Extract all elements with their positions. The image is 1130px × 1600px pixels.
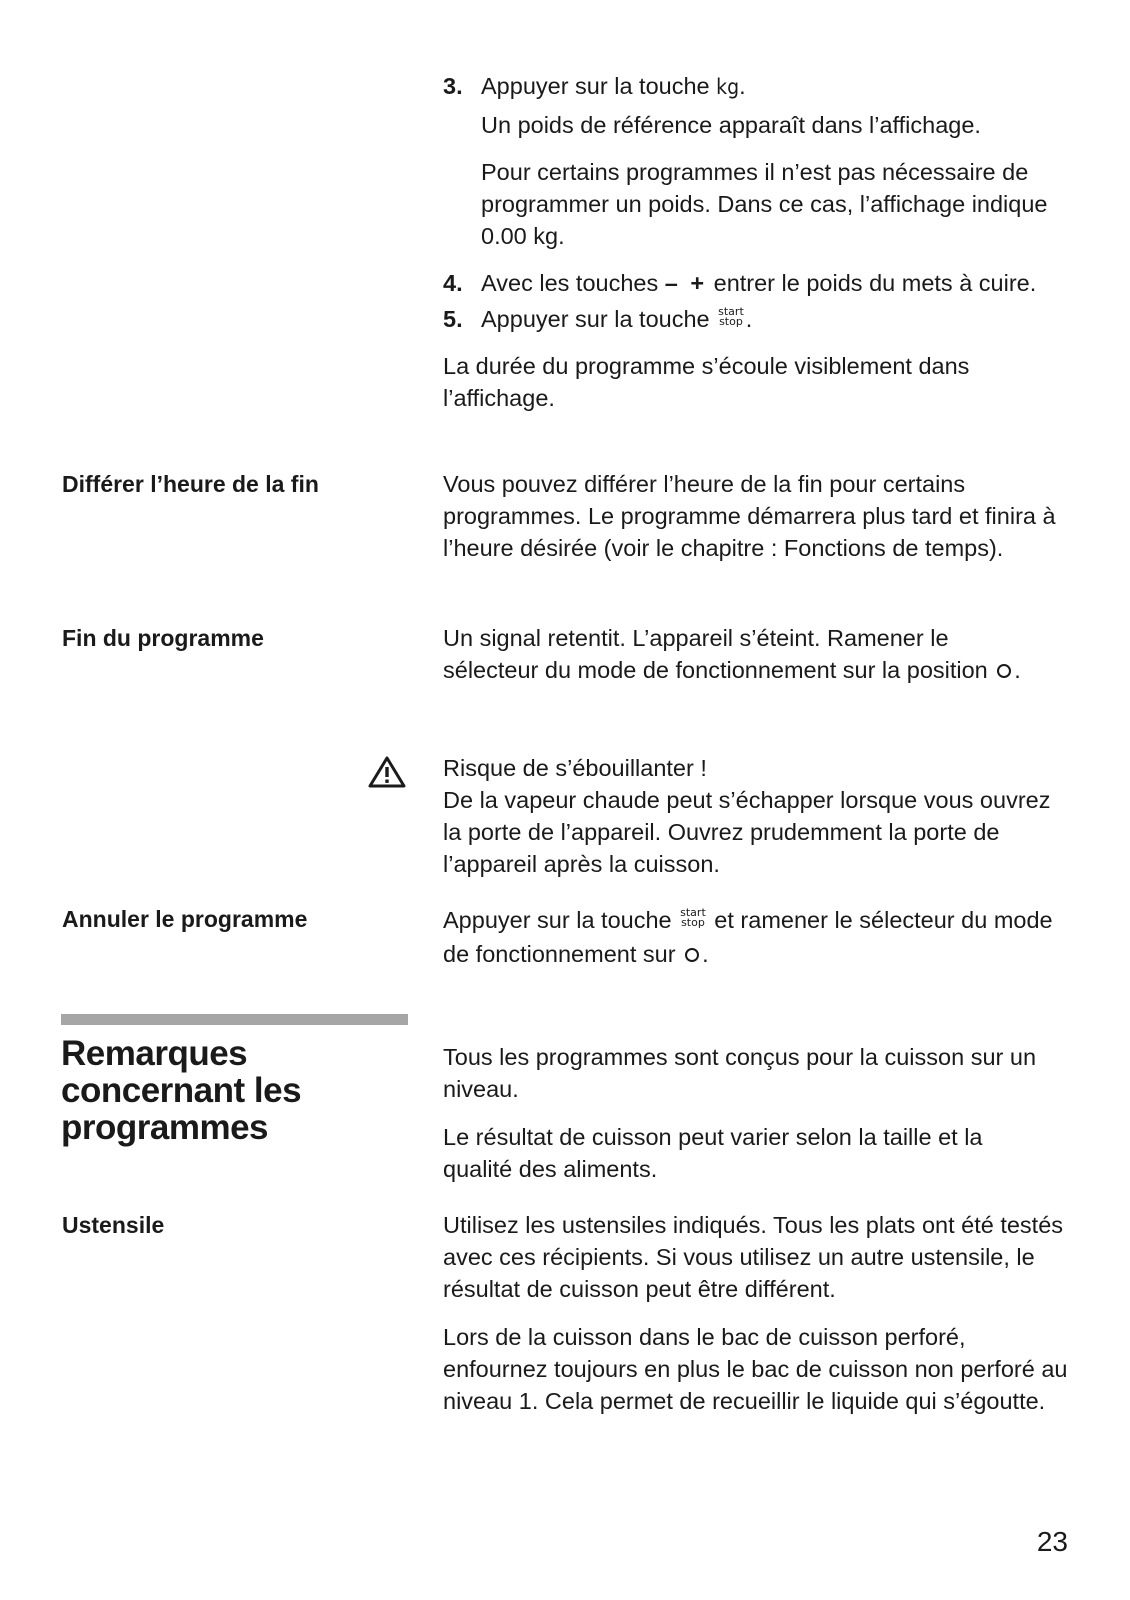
heading-line-1: Remarques (61, 1034, 248, 1073)
step-5-text: Appuyer sur la touche (481, 306, 717, 332)
step-4-text-after: entrer le poids du mets à cuire. (707, 270, 1037, 296)
stop-label: stop (719, 314, 743, 328)
program-duration-note: La durée du programme s’écoule visiblement dans l’affichage. (443, 353, 970, 411)
fin-label: Fin du programme (62, 625, 264, 651)
step-text (481, 70, 746, 103)
remarques-block (443, 1041, 1043, 1185)
section-heading (61, 1035, 301, 1146)
step-3-note-1: Un poids de référence apparaît dans l’affichage. (481, 112, 981, 138)
kg-key-symbol: kg (716, 75, 740, 99)
remarques-p2: Le résultat de cuisson peut varier selon la taille et la qualité des aliments. (443, 1124, 983, 1182)
start-label: start (718, 304, 744, 318)
fin-punct: . (1014, 657, 1021, 683)
differer-text: Vous pouvez différer l’heure de la fin pour certains programmes. Le programme démarrera plus tard et finira à l’heure désirée (voir le chapitre : Fonctions de temps). (443, 471, 1056, 561)
start-label: start (680, 905, 706, 919)
off-position-icon (685, 948, 699, 962)
step-3-note-2: Pour certains programmes il n’est pas nécessaire de programmer un poids. Dans ce cas, l’affichage indique 0.00 kg. (481, 159, 1048, 249)
ustensile-p1: Utilisez les ustensiles indiqués. Tous les plats ont été testés avec ces récipients. Si vous utilisez un autre ustensile, le résultat de cuisson peut être différent. (443, 1212, 1064, 1302)
off-position-icon (997, 664, 1011, 678)
warning-triangle-icon (368, 755, 406, 789)
warning-title: Risque de s’ébouillanter ! (443, 755, 707, 781)
warning-text: De la vapeur chaude peut s’échapper lorsque vous ouvrez la porte de l’appareil. Ouvrez prudemment la porte de l’appareil après la cuisson. (443, 787, 1051, 877)
step-number: 4. (443, 270, 463, 296)
fin-text-body: Un signal retentit. L’appareil s’éteint. Ramener le sélecteur du mode de fonctionnement sur la position (443, 625, 995, 683)
annuler-text (443, 903, 1063, 971)
step-3-punct: . (739, 73, 746, 99)
ustensile-p2: Lors de la cuisson dans le bac de cuisson perforé, enfournez toujours en plus le bac de cuisson non perforé au niveau 1. Cela permet de recueillir le liquide qui s’égoutte. (443, 1324, 1068, 1414)
ustensile-block (443, 1209, 1068, 1417)
step-5-punct: . (745, 306, 753, 332)
step-4 (443, 267, 1068, 299)
warning-block (443, 752, 1058, 880)
stop-label: stop (681, 915, 705, 929)
heading-line-2: concernant les (61, 1071, 302, 1110)
step-number: 3. (443, 73, 463, 99)
annuler-label: Annuler le programme (62, 906, 308, 932)
step-3 (443, 70, 1068, 103)
ustensile-label: Ustensile (62, 1212, 165, 1238)
step-number: 5. (443, 306, 463, 332)
page-number: 23 (1036, 1526, 1068, 1557)
annuler-text-before: Appuyer sur la touche (443, 907, 679, 933)
step-3-text: Appuyer sur la touche (481, 73, 717, 99)
annuler-punct: . (702, 941, 709, 967)
differer-label: Différer l’heure de la fin (62, 471, 319, 497)
start-stop-key-symbol (680, 905, 706, 929)
remarques-p1: Tous les programmes sont conçus pour la cuisson sur un niveau. (443, 1044, 1037, 1102)
step-text (481, 267, 1036, 299)
fin-text (443, 622, 1043, 686)
section-divider (61, 1014, 408, 1025)
heading-line-3: programmes (61, 1108, 269, 1147)
steps-block (443, 70, 1068, 414)
step-4-text: Avec les touches (481, 270, 665, 296)
minus-plus-keys-symbol: – + (664, 270, 708, 296)
step-5 (443, 303, 1068, 335)
annuler-text-middle: et ramener le sélecteur du mode de fonctionnement sur (443, 907, 1053, 967)
start-stop-key-symbol (718, 304, 744, 328)
step-text (481, 303, 752, 335)
